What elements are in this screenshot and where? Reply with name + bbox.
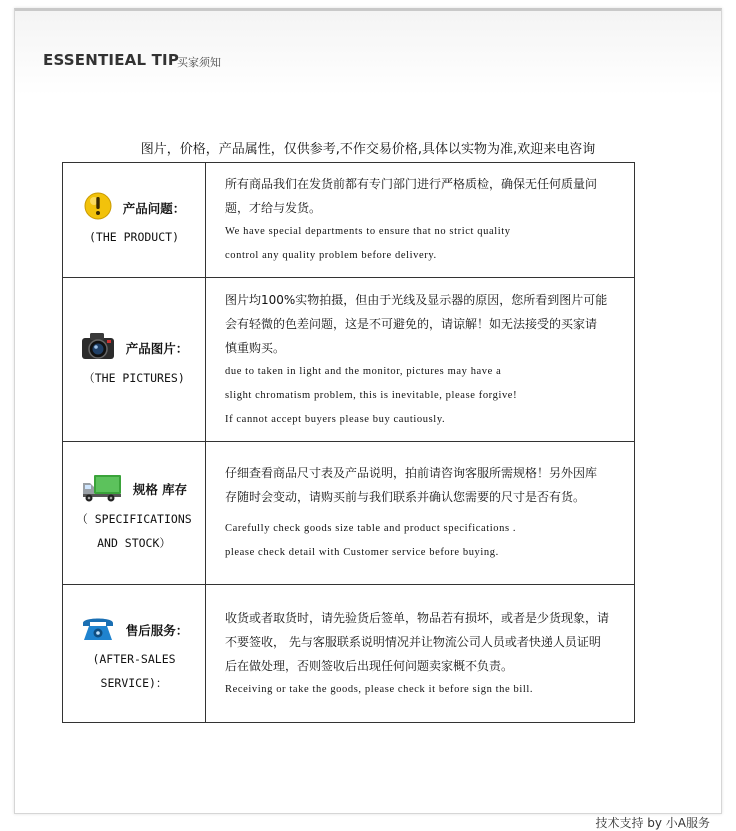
label-cell [63, 278, 206, 442]
footer-credit: 技术支持 by 小A服务 [595, 816, 710, 830]
cn-text-line: 后在做处理，否则签收后出现任何问题卖家概不负责。 [225, 658, 514, 673]
disclaimer-notice: 图片，价格，产品属性，仅供参考,不作交易价格,具体以实物为准,欢迎来电咨询 [140, 142, 596, 157]
table-row [63, 585, 635, 723]
row-label-en: （THE PICTURES) [83, 370, 185, 385]
table-row [63, 278, 635, 442]
cn-text-line: 慎重购买。 [225, 340, 286, 355]
en-text-line: We have special departments to ensure that no strict quality [225, 226, 511, 237]
label-cell [63, 163, 206, 278]
row-label-cn: 产品图片： [125, 340, 189, 356]
cn-text-line: 会有轻微的色差问题，这是不可避免的，请谅解！如无法接受的买家请 [225, 316, 598, 331]
text-cell [206, 278, 635, 442]
table-row [63, 442, 635, 585]
en-text-line: slight chromatism problem, this is inevitable, please forgive! [225, 389, 518, 401]
en-text-line: Receiving or take the goods, please check it before sign the bill. [225, 683, 534, 695]
label-cell [63, 442, 206, 585]
cn-text-line: 存随时会变动，请购买前与我们联系并确认您需要的尺寸是否有货。 [225, 490, 586, 504]
en-text-line: If cannot accept buyers please buy cautiously. [225, 413, 446, 425]
info-table [62, 162, 635, 723]
cn-text-line: 题，才给与发货。 [225, 201, 322, 215]
warning-icon [83, 191, 113, 225]
en-text-line: please check detail with Customer service before buying. [225, 547, 499, 558]
row-label-en: AND STOCK） [97, 536, 171, 550]
cn-text-line: 仔细查看商品尺寸表及产品说明，拍前请咨询客服所需规格！另外因库 [225, 466, 598, 480]
row-label-cn: 售后服务： [125, 622, 189, 638]
en-text-line: due to taken in light and the monitor, pictures may have a [225, 365, 502, 377]
cn-text-line: 收货或者取货时，请先验货后签单，物品若有损坏，或者是少货现象，请 [225, 610, 610, 625]
cn-text-line: 不要签收， 先与客服联系说明情况并让物流公司人员或者快递人员证明 [225, 634, 601, 649]
text-cell [206, 585, 635, 723]
table-row [63, 163, 635, 278]
row-label-en: （ SPECIFICATIONS [76, 512, 192, 526]
label-cell [63, 585, 206, 723]
telephone-icon [80, 613, 116, 647]
en-text-line: Carefully check goods size table and product specifications . [225, 523, 517, 534]
cn-text-line: 图片均100%实物拍摄，但由于光线及显示器的原因，您所看到图片可能 [225, 292, 608, 307]
tip-subtitle: 买家须知 [177, 56, 221, 69]
row-label-cn: 产品问题： [122, 201, 186, 216]
text-cell [206, 163, 635, 278]
row-label-en: (AFTER-SALES [92, 651, 176, 666]
truck-icon [81, 471, 123, 507]
en-text-line: control any quality problem before delivery. [225, 250, 437, 261]
row-label-cn: 规格 库存 [132, 482, 188, 497]
tip-title: ESSENTIEAL TIP [43, 51, 180, 69]
row-label-en: (THE PRODUCT) [88, 230, 179, 244]
cn-text-line: 所有商品我们在发货前都有专门部门进行严格质检，确保无任何质量问 [225, 177, 598, 191]
camera-icon [80, 330, 116, 366]
text-cell [206, 442, 635, 585]
row-label-en: SERVICE)： [100, 675, 168, 690]
